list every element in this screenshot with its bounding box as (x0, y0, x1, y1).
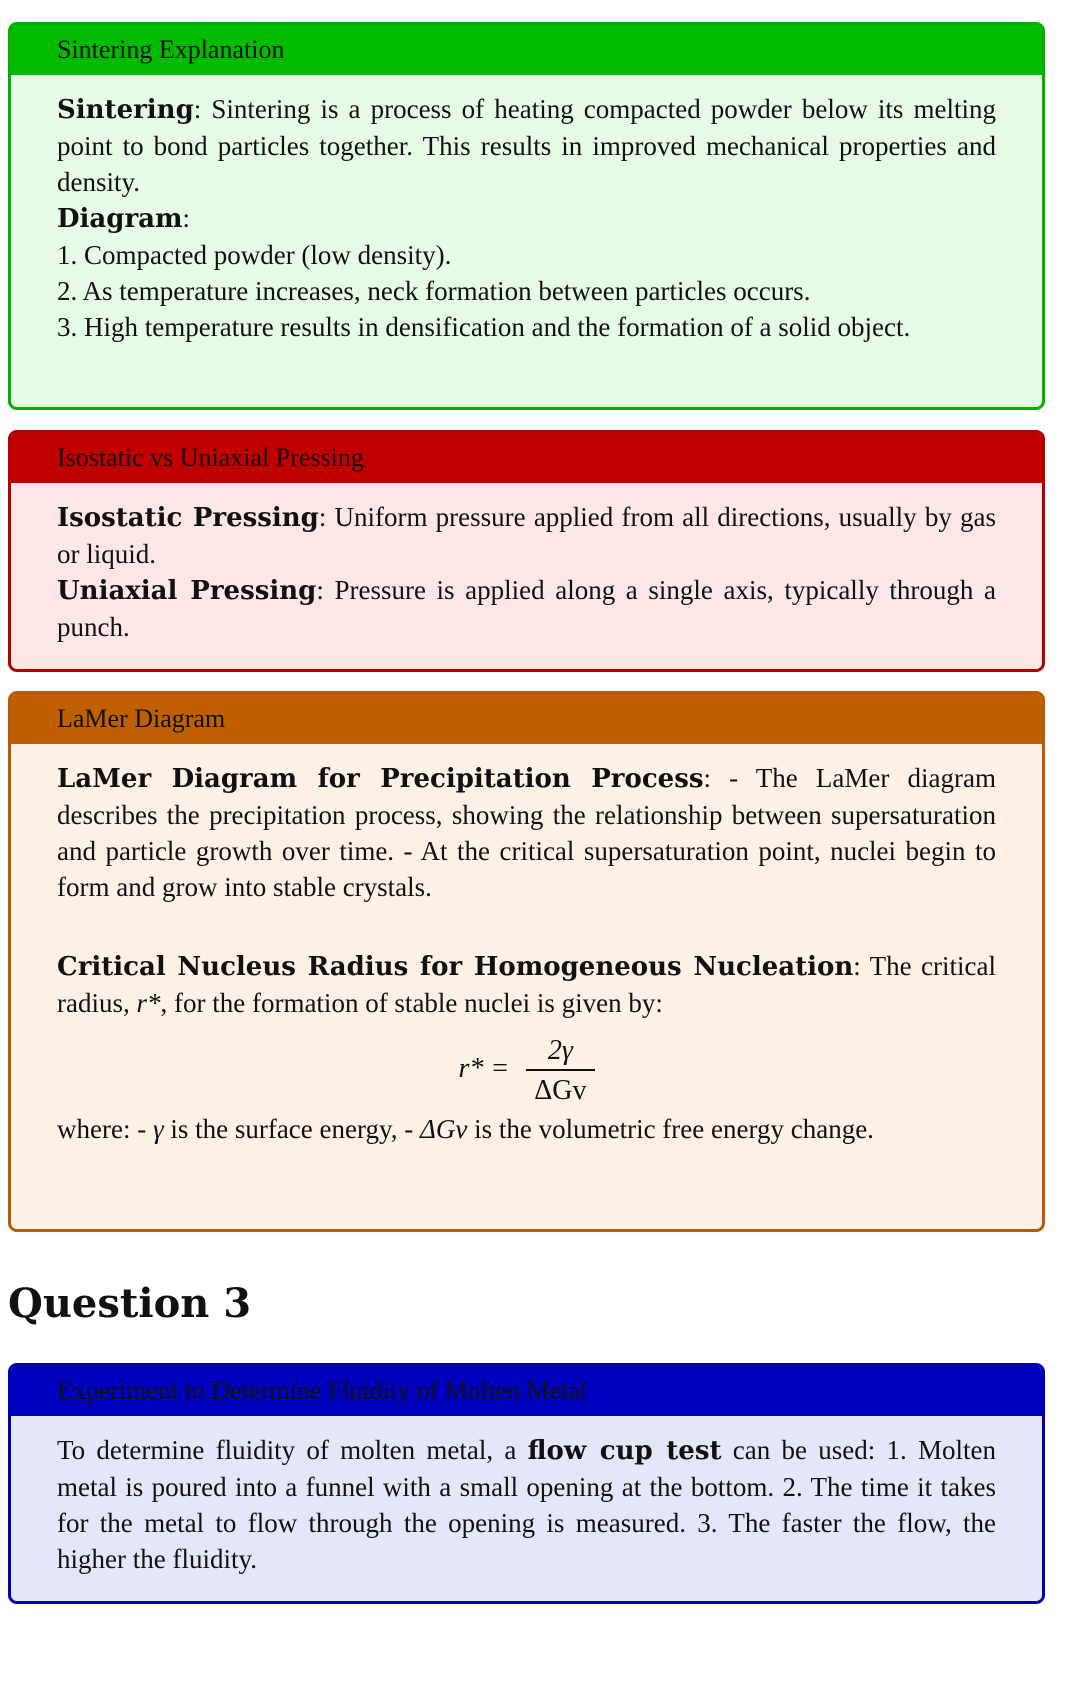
paragraph-gap (57, 905, 996, 948)
equation-fraction (526, 1033, 594, 1105)
isostatic-text: : Uniform pressure applied from all directions, usually by gas or liquid. (57, 502, 996, 569)
fluidity-text-a: To determine fluidity of molten metal, a (57, 1435, 528, 1465)
equation-numerator: 2γ (526, 1033, 594, 1071)
flow-cup-term: flow cup test (527, 1436, 722, 1466)
pressing-box-title: Isostatic vs Uniaxial Pressing (11, 433, 1042, 483)
fluidity-box (8, 1363, 1045, 1604)
nucleus-text-a: : The critical radius, (57, 951, 996, 1018)
lamer-paragraph (57, 760, 996, 905)
critical-radius-equation (57, 1033, 996, 1105)
where-text-b: is the surface energy, - (163, 1114, 420, 1144)
sintering-term: Sintering (57, 95, 194, 125)
lamer-box-title: LaMer Diagram (11, 694, 1042, 744)
sintering-box-title: Sintering Explanation (11, 25, 1042, 75)
fluidity-paragraph (57, 1432, 996, 1577)
lamer-term: LaMer Diagram for Precipitation Process (57, 764, 704, 794)
lamer-box (8, 691, 1045, 1232)
sintering-step-3: 3. High temperature results in densification and the formation of a solid object. (57, 312, 911, 342)
diagram-colon: : (182, 203, 191, 233)
where-text-c: is the volumetric free energy change. (467, 1114, 874, 1144)
diagram-label: Diagram (57, 204, 183, 234)
nucleus-term: Critical Nucleus Radius for Homogeneous Nucleation (57, 952, 854, 982)
diagram-heading (57, 200, 996, 237)
fluidity-box-body (11, 1416, 1042, 1587)
isostatic-term: Isostatic Pressing (57, 503, 319, 533)
where-text-a: where: - (57, 1114, 153, 1144)
nucleus-paragraph (57, 948, 996, 1021)
uniaxial-paragraph (57, 572, 996, 645)
lamer-text: : - The LaMer diagram describes the precipitation process, showing the relationship between supersaturation and particle growth over time. - At the critical supersaturation point, nuclei begin to form and grow into stable crystals. (57, 763, 996, 902)
where-paragraph (57, 1111, 996, 1147)
nucleus-symbol: r* (136, 988, 161, 1018)
pressing-box-body (11, 483, 1042, 655)
nucleus-text-b: , for the formation of stable nuclei is given by: (160, 988, 663, 1018)
uniaxial-term: Uniaxial Pressing (57, 576, 317, 606)
fluidity-box-title: Experiment to Determine Fluidity of Molten Metal (11, 1366, 1042, 1416)
equation-denominator: ΔGv (534, 1075, 587, 1106)
isostatic-paragraph (57, 499, 996, 572)
where-delta-g: ΔGv (420, 1114, 468, 1144)
sintering-definition (57, 91, 996, 200)
sintering-step-1: 1. Compacted powder (low density). (57, 240, 452, 270)
equation-lhs: r* = (458, 1053, 510, 1084)
sintering-definition-text: : Sintering is a process of heating compacted powder below its melting point to bond particles together. This results in improved mechanical properties and density. (57, 94, 996, 197)
where-gamma: γ (152, 1114, 164, 1144)
fluidity-text-b: can be used: 1. Molten metal is poured into a funnel with a small opening at the bottom. 2. The time it takes for the metal to flow through the opening is measured. 3. The faster the flow, the higher the fluidity. (57, 1435, 996, 1574)
sintering-step-2: 2. As temperature increases, neck formation between particles occurs. (57, 276, 811, 306)
question-heading: Question 3 (8, 1280, 252, 1327)
pressing-box (8, 430, 1045, 672)
uniaxial-text: : Pressure is applied along a single axis, typically through a punch. (57, 575, 996, 642)
sintering-box (8, 22, 1045, 410)
lamer-box-body (11, 744, 1042, 1157)
sintering-box-body (11, 75, 1042, 355)
